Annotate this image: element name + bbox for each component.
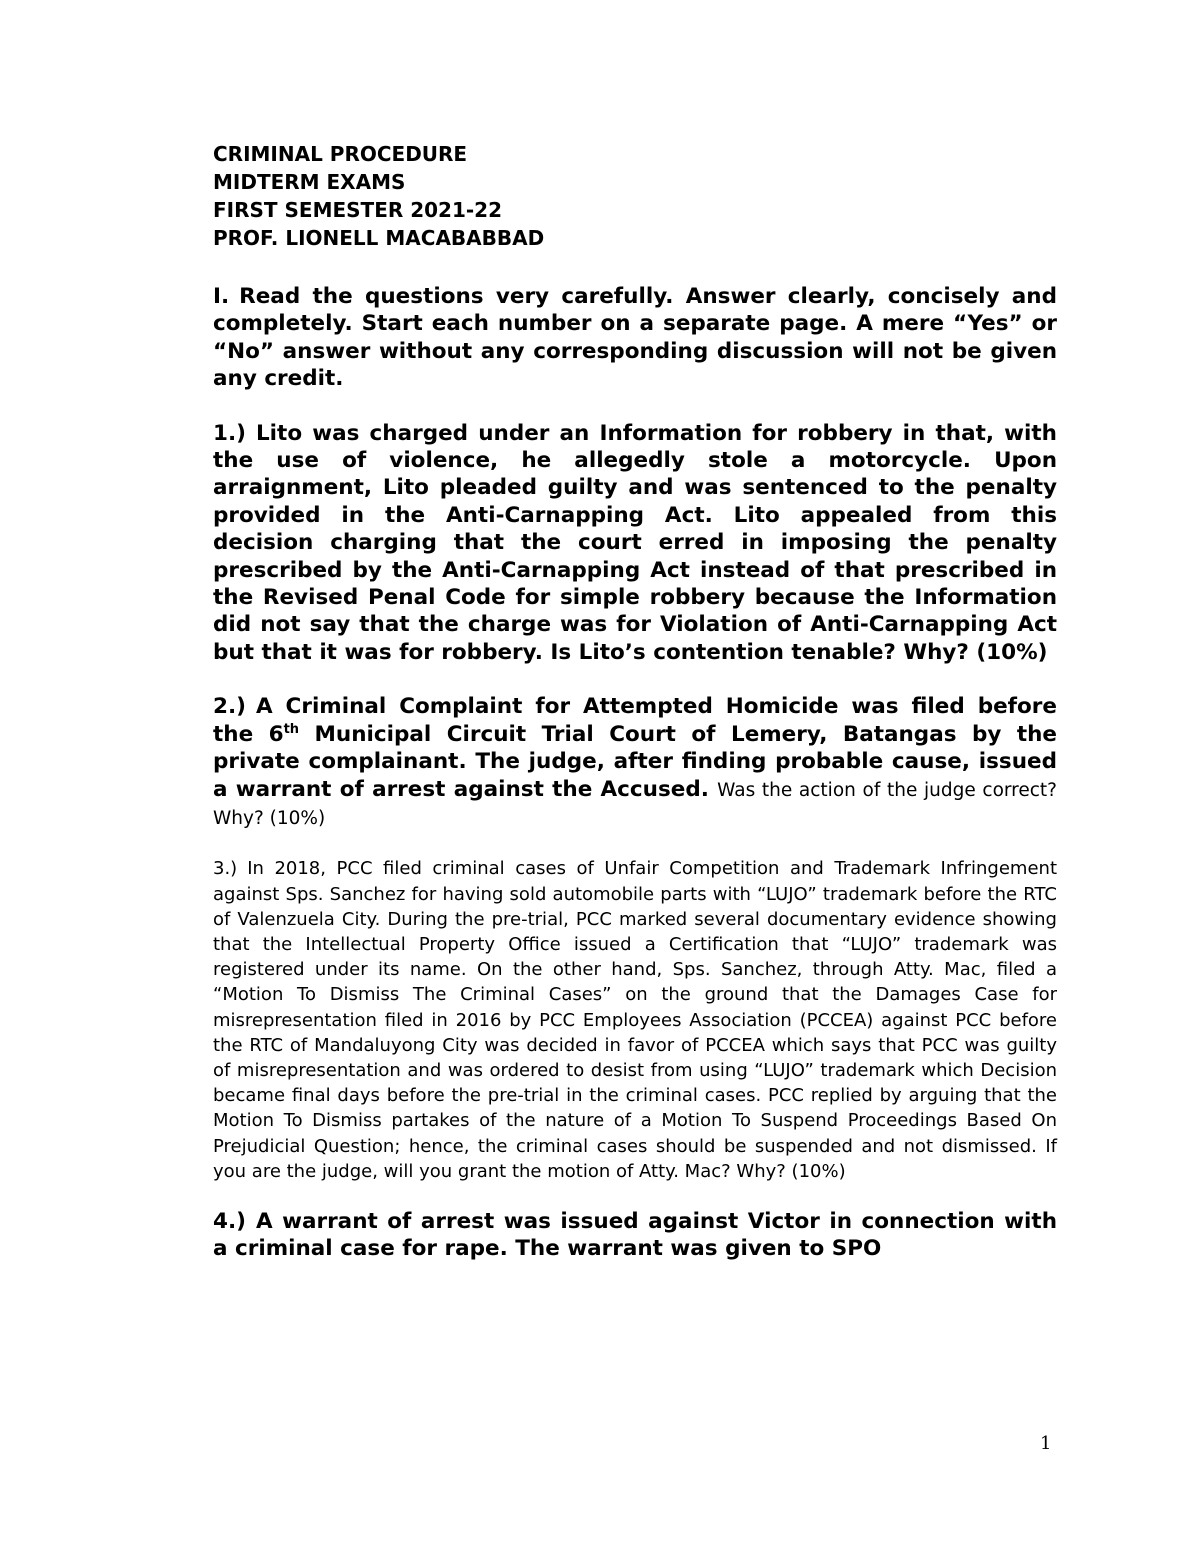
page-number: 1: [1040, 1433, 1052, 1454]
question-1-number: 1.): [213, 420, 246, 446]
question-3: [213, 856, 1057, 1184]
question-2-text: A Criminal Complaint for Attempted Homicide was filed before the 6: [213, 694, 1057, 747]
question-4-number: 4.): [213, 1208, 246, 1234]
exam-title: MIDTERM EXAMS: [213, 170, 406, 194]
semester-line: FIRST SEMESTER 2021-22: [213, 198, 503, 222]
question-2-text-cont: Municipal Circuit Trial Court of Lemery, Batangas by the private complainant. The judge, after finding probable cause, issued a warrant of arrest against the Accused.: [213, 721, 1057, 802]
question-3-number: 3.): [213, 858, 238, 880]
question-3-text: In 2018, PCC filed criminal cases of Unfair Competition and Trademark Infringement against Sps. Sanchez for having sold automobile parts with “LUJO” trademark before the RTC of Valenzuela City. During the pre-trial, PCC marked several documentary evidence showing that the Intellectual Property Office issued a Certification that “LUJO” trademark was registered under its name. On the other hand, Sps. Sanchez, through Atty. Mac, filed a “Motion To Dismiss The Criminal Cases” on the ground that the Damages Case for misrepresentation filed in 2016 by PCC Employees Association (PCCEA) against PCC before the RTC of Mandaluyong City was decided in favor of PCCEA which says that PCC was guilty of misrepresentation and was ordered to desist from using “LUJO” trademark which Decision became final days before the pre-trial in the criminal cases. PCC replied by arguing that the Motion To Dismiss partakes of the nature of a Motion To Suspend Proceedings Based On Prejudicial Question; hence, the criminal cases should be suspended and not dismissed. If you are the judge, will you grant the motion of Atty. Mac? Why? (10%): [213, 858, 1057, 1182]
question-4-text: A warrant of arrest was issued against Victor in connection with a criminal case for rape. The warrant was given to SPO: [213, 1208, 1057, 1262]
exam-header: [213, 140, 1057, 252]
question-2-number: 2.): [213, 694, 246, 720]
instructions-paragraph: [213, 283, 1057, 393]
question-4: [213, 1208, 1057, 1263]
question-2-prompt: Was the action of the judge correct? Why? (10%): [213, 779, 1057, 829]
instructions-text: Read the questions very carefully. Answer clearly, concisely and completely. Start each number on a separate page. A mere “Yes” or “No” answer without any corresponding discussion will not be given any credit.: [213, 284, 1057, 392]
document-page: [213, 140, 1057, 1263]
question-2: [213, 693, 1057, 832]
question-1-text: Lito was charged under an Information for robbery in that, with the use of violence, he allegedly stole a motorcycle. Upon arraignment, Lito pleaded guilty and was sentenced to the penalty provided in the Anti-Carnapping Act. Lito appealed from this decision charging that the court erred in imposing the penalty prescribed by the Anti-Carnapping Act instead of that prescribed in the Revised Penal Code for simple robbery because the Information did not say that the charge was for Violation of Anti-Carnapping Act but that it was for robbery. Is Lito’s contention tenable? Why? (10%): [213, 420, 1057, 665]
instructions-number: I.: [213, 284, 230, 309]
question-1: [213, 420, 1057, 667]
professor-line: PROF. LIONELL MACABABBAD: [213, 226, 545, 250]
course-title: CRIMINAL PROCEDURE: [213, 142, 468, 166]
ordinal-superscript: th: [283, 721, 300, 737]
